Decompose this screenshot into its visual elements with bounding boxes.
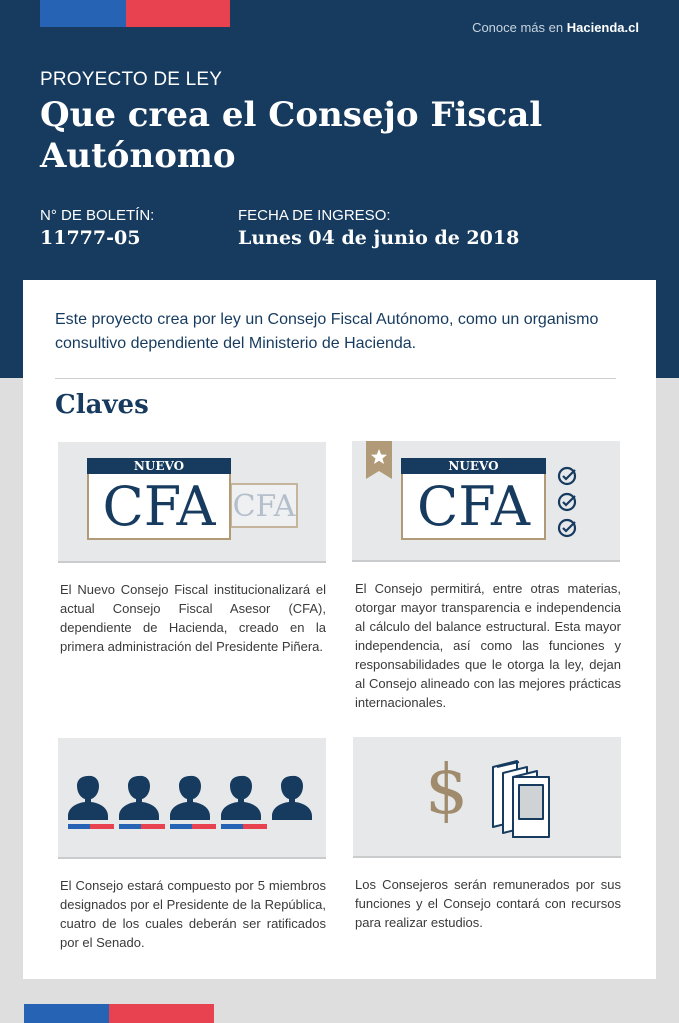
tile-consejeros [58,738,326,859]
person-silhouette-icon [119,776,159,820]
person-silhouette-icon [272,776,312,820]
divider [55,378,616,379]
five-members-illustration [66,772,320,832]
content-card [23,280,656,979]
person-silhouette-icon [221,776,261,820]
flag-stripe-bottom [24,1004,214,1023]
fecha-value: Lunes 04 de junio de 2018 [238,227,520,249]
cfa-text: CFA [102,475,216,538]
tile-2-description: El Consejo permitirá, entre otras materias, otorgar mayor transparencia e independencia al cálculo del balance estructural. Esta mayor independencia, así como las funciones y responsabilidades que le otorga la ley, dejan al Consejo alineado con las mejores prácticas internacionales. [355,581,621,710]
intro-text: Este proyecto crea por ley un Consejo Fiscal Autónomo, como un organismo consultivo dependiente del Ministerio de Hacienda. [55,311,599,352]
old-cfa-text: CFA [232,489,296,524]
tile-4-description: Los Consejeros serán remunerados por sus funciones y el Consejo contará con recursos para realizar estudios. [355,877,621,930]
tile-nuevo-cfa-checks [352,441,620,562]
hacienda-link[interactable]: Conoce más en Hacienda.cl [472,20,639,35]
page-title: Que crea el Consejo Fiscal Autónomo [40,95,543,176]
star-ribbon-icon [366,441,392,479]
dollar-sign-icon: $ [425,751,469,830]
checklist-icons [556,466,578,540]
boletin-label: N° DE BOLETÍN: [40,207,155,224]
tile-recursos [353,737,621,858]
new-cfa-box [401,458,546,540]
tile-1-description: El Nuevo Consejo Fiscal institucionalizará el actual Consejo Fiscal Asesor (CFA), dependiente de Hacienda, creado en la primera administración del Presidente Piñera. [60,582,326,654]
fecha-label: FECHA DE INGRESO: [238,207,391,224]
nuevo-tag: NUEVO [401,458,546,474]
cfa-text: CFA [416,475,531,538]
tile-3-description: El Consejo estará compuesto por 5 miembros designados por el Presidente de la República, cuatro de los cuales deberán ser ratificados por el Senado. [60,878,326,950]
nuevo-tag: NUEVO [87,458,231,474]
tile-nuevo-cfa [58,442,326,563]
document-kicker: PROYECTO DE LEY [40,69,223,90]
new-cfa-box [87,458,231,540]
books-icon [489,759,557,839]
flag-stripe-top [40,0,230,27]
old-cfa-box [230,483,298,528]
person-silhouette-icon [68,776,108,820]
section-title: Claves [55,390,149,420]
checkmark-circle-icon [559,468,575,536]
boletin-value: 11777-05 [40,227,141,249]
person-silhouette-icon [170,776,210,820]
